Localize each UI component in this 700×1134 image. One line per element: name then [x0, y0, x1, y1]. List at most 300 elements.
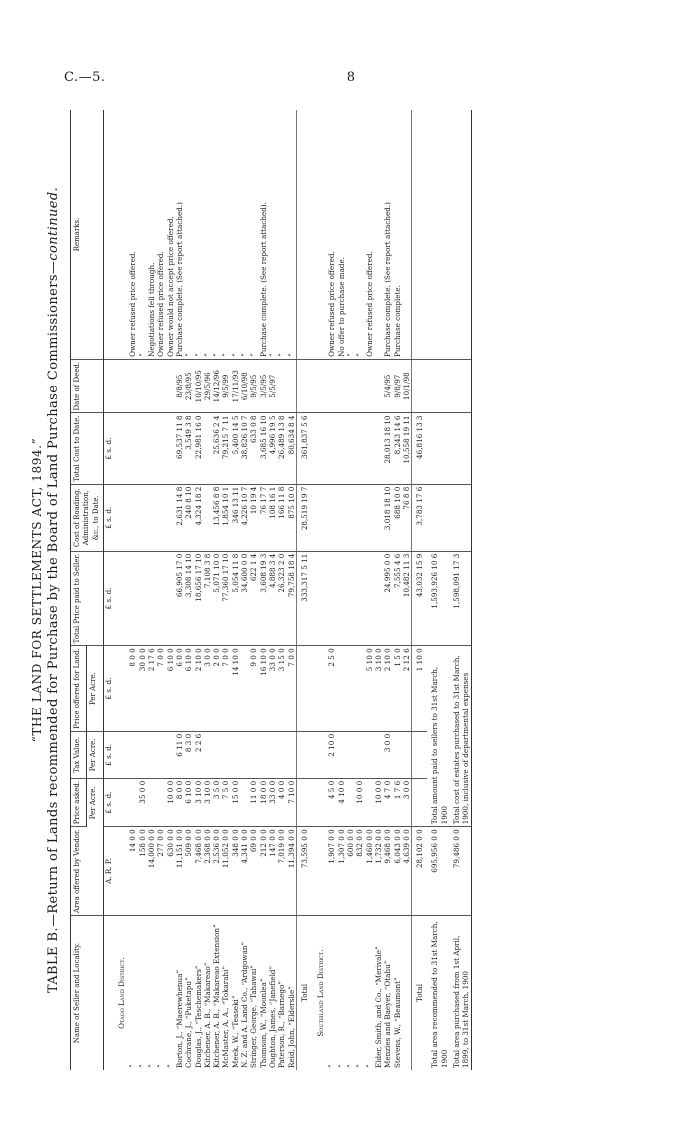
cell-tax — [268, 731, 277, 778]
cell-area: 1,907 0 0 — [327, 827, 336, 916]
cell-name: Stevens, W., “Beaumont” — [392, 977, 402, 1068]
table-row — [221, 110, 230, 1070]
cell-total: 79,758 18 4 — [287, 551, 297, 646]
cell-tax: 2 2 6 — [194, 731, 203, 778]
cell-name: Kitchener, A. B., “Makareao Extension” — [212, 924, 222, 1068]
cell-area: 6,043 0 0 — [393, 827, 402, 916]
cell-date: 6/10/98 — [240, 359, 249, 413]
cell-cost: 76 8 8 — [402, 484, 412, 551]
cell-name: Meek, W., “Teaseki” — [230, 995, 240, 1068]
table-row — [240, 110, 249, 1070]
cell-cost — [327, 484, 336, 551]
cell-tax — [221, 731, 230, 778]
table-row — [383, 110, 392, 1070]
cell-total: 3,608 19 3 — [259, 551, 268, 646]
cell-date: 8/8/95 — [175, 359, 184, 413]
cell-asked: 7 5 0 — [221, 778, 230, 826]
cell-tcost: 38,826 10 7 — [240, 413, 249, 484]
cell-offered: 2 5 0 — [327, 646, 336, 732]
cell-date — [346, 359, 355, 413]
cell-remarks: ” — [346, 110, 355, 359]
cell-offered: 3 0 0 — [203, 646, 212, 732]
header-tax-value: Tax Value. — [71, 731, 87, 778]
summary-cost-label: Total cost of estates purchased to 31st March, 1900, inclusive of departmental expenses — [449, 646, 471, 827]
cell-remarks: ” — [231, 110, 240, 359]
cell-tax: 8 3 0 — [184, 731, 193, 778]
cell-tax — [393, 731, 402, 778]
cell-remarks: ” — [355, 110, 364, 359]
cell-name: Thomson, W., “Moonlea” — [258, 978, 268, 1068]
cell-cost — [156, 484, 165, 551]
cell-name: ” — [336, 1064, 346, 1068]
units-tax: £ s. d. — [103, 731, 113, 778]
cell-asked: 3 5 0 — [212, 778, 221, 826]
header-total-cost: Total Cost to Date. — [71, 413, 104, 484]
cell-cost: 688 10 0 — [393, 484, 402, 551]
cell-name: ” — [128, 1064, 138, 1068]
cell-tax — [212, 731, 221, 778]
cell-remarks: Negotiations fell through. — [147, 110, 156, 359]
cell-date: 10/10/95 — [194, 359, 203, 413]
cell-remarks: Purchase complete. (See report attached.) — [175, 110, 184, 359]
cell-date — [374, 359, 383, 413]
cell-area: 2,368 0 0 — [203, 827, 212, 916]
cell-offered: 30 0 0 — [138, 646, 147, 732]
cell-date: 23/8/95 — [184, 359, 193, 413]
cell-asked: 4 7 0 — [383, 778, 392, 826]
cell-tax — [138, 731, 147, 778]
cell-asked: 10 0 0 — [374, 778, 383, 826]
cell-name: ” — [327, 1064, 337, 1068]
cell-area: 11,394 0 0 — [287, 827, 297, 916]
table-row — [166, 110, 175, 1070]
cell-tcost: 633 0 8 — [249, 413, 258, 484]
cell-tcost — [346, 413, 355, 484]
cell-total: 7,108 3 8 — [203, 551, 212, 646]
table-body — [103, 110, 471, 1070]
summary-amount-value: 1,593,926 10 6 — [427, 551, 449, 646]
cell-total: 77,360 17 10 — [221, 551, 230, 646]
cell-date — [138, 359, 147, 413]
cell-date — [156, 359, 165, 413]
table-row — [138, 110, 147, 1070]
table-row — [374, 110, 383, 1070]
cell-area: 630 0 0 — [166, 827, 175, 916]
cell-tcost — [365, 413, 374, 484]
units-area: A. R. P. — [103, 827, 113, 916]
cell-asked — [346, 778, 355, 826]
rotated-table-page — [30, 110, 660, 1070]
cell-total: 26,323 2 0 — [277, 551, 286, 646]
cell-cost — [128, 484, 137, 551]
table-row — [346, 110, 355, 1070]
cell-name: N. Z. and A. Land Co., “Ardgowan” — [240, 941, 250, 1068]
summary-row-2 — [449, 110, 471, 1070]
cell-offered: 6 10 0 — [184, 646, 193, 732]
cell-tax — [203, 731, 212, 778]
units-offered: £ s. d. — [103, 646, 113, 732]
cell-name: Borton, J., “Maerewhenua” — [174, 969, 184, 1068]
cell-asked: 11 0 0 — [249, 778, 258, 826]
cell-asked: 18 0 0 — [259, 778, 268, 826]
table-row — [249, 110, 258, 1070]
cell-asked: 10 0 0 — [355, 778, 364, 826]
cell-area: 600 0 0 — [346, 827, 355, 916]
cell-remarks: ” — [277, 110, 286, 359]
cell-area: 158 0 0 — [138, 827, 147, 916]
cell-remarks: ” — [287, 110, 297, 359]
cell-cost — [203, 484, 212, 551]
table-row — [156, 110, 165, 1070]
table-row — [393, 110, 402, 1070]
table-row — [175, 110, 184, 1070]
cell-remarks: No offer to purchase made. — [337, 110, 346, 359]
cell-name: ” — [147, 1064, 157, 1068]
cell-cost: 1,854 10 1 — [221, 484, 230, 551]
cell-cost — [346, 484, 355, 551]
cell-offered — [240, 646, 249, 732]
table-title-main: TABLE B.—Return of Lands recommended for Purchase by the Board of Land Purchase Commissioners— — [46, 260, 61, 994]
cell-total: 622 1 4 — [249, 551, 258, 646]
cell-cost: 13,456 8 8 — [212, 484, 221, 551]
cell-tax — [240, 731, 249, 778]
summary-row-1 — [427, 110, 449, 1070]
cell-total: 66,905 17 0 — [175, 551, 184, 646]
cell-offered: 2 10 0 — [383, 646, 392, 732]
table-row — [337, 110, 346, 1070]
cell-remarks: Purchase complete. (See report attached). — [259, 110, 268, 359]
cell-offered: 7 0 0 — [221, 646, 230, 732]
cell-tcost — [355, 413, 364, 484]
cell-asked: 15 0 0 — [231, 778, 240, 826]
cell-date — [327, 359, 336, 413]
table-row — [355, 110, 364, 1070]
cell-tax — [128, 731, 137, 778]
cell-area: 212 0 0 — [259, 827, 268, 916]
cell-tcost: 80,634 8 4 — [287, 413, 297, 484]
cell-total — [374, 551, 383, 646]
cell-offered: 5 10 0 — [365, 646, 374, 732]
cell-name: Cochrane, J., “Puketapu” — [184, 977, 194, 1068]
cell-area: 277 0 0 — [156, 827, 165, 916]
cell-date: 9/8/97 — [393, 359, 402, 413]
summary-area-value: 695,956 0 0 — [427, 827, 449, 916]
table-title-continued: continued. — [46, 186, 61, 261]
cell-remarks: Purchase complete. — [393, 110, 402, 359]
cell-name: ” — [346, 1064, 356, 1068]
cell-offered: 7 0 0 — [287, 646, 297, 732]
cell-tcost: 28,013 18 10 — [383, 413, 392, 484]
cell-asked — [240, 778, 249, 826]
cell-cost — [355, 484, 364, 551]
cell-name: ” — [364, 1064, 374, 1068]
summary-cost-value: 1,598,091 17 3 — [449, 551, 471, 646]
act-title: “THE LAND FOR SETTLEMENTS ACT, 1894.” — [30, 437, 44, 743]
cell-name: ” — [156, 1064, 166, 1068]
cell-offered: 3 15 0 — [277, 646, 286, 732]
cell-total: 10,482 11 3 — [402, 551, 412, 646]
cell-tax — [346, 731, 355, 778]
cell-total: 5,054 11 8 — [231, 551, 240, 646]
cell-area: 1,460 0 0 — [365, 827, 374, 916]
cell-area: 348 0 0 — [231, 827, 240, 916]
cell-name: Oughton, James, “Janefield” — [267, 965, 277, 1068]
units-total: £ s. d. — [103, 551, 113, 646]
table-row — [128, 110, 137, 1070]
total-cost-roading: 28,519 19 7 — [296, 484, 312, 551]
cell-name: Kitchener, A. B., “Makareao” — [202, 962, 212, 1068]
cell-tcost: 4,996 19 5 — [268, 413, 277, 484]
cell-remarks: ” — [249, 110, 258, 359]
cell-offered: 2 10 0 — [194, 646, 203, 732]
cell-date — [128, 359, 137, 413]
cell-date — [337, 359, 346, 413]
cell-remarks: Purchase complete. (See report attached.) — [383, 110, 392, 359]
cell-remarks: Owner refused price offered. — [327, 110, 336, 359]
cell-tcost: 69,537 11 8 — [175, 413, 184, 484]
cell-offered: 2 17 6 — [147, 646, 156, 732]
cell-offered — [337, 646, 346, 732]
cell-cost: 166 11 8 — [277, 484, 286, 551]
cell-offered — [355, 646, 364, 732]
cell-total — [138, 551, 147, 646]
district-name: Southland Land District. — [316, 949, 326, 1037]
cell-tcost: 25,636 2 4 — [212, 413, 221, 484]
cell-area: 4,341 0 0 — [240, 827, 249, 916]
cell-name: Paterson, R., “Barnego” — [277, 980, 287, 1068]
units-tcost: £ s. d. — [103, 413, 113, 484]
cell-tax — [402, 731, 412, 778]
cell-asked: 1 7 6 — [393, 778, 402, 826]
cell-asked: 3 10 0 — [203, 778, 212, 826]
total-label: Total — [296, 916, 312, 1071]
cell-remarks — [402, 110, 412, 359]
cell-cost — [147, 484, 156, 551]
cell-tcost: 26,489 13 8 — [277, 413, 286, 484]
table-row — [184, 110, 193, 1070]
cell-tcost — [374, 413, 383, 484]
cell-cost: 108 16 1 — [268, 484, 277, 551]
cell-total: 5,071 10 0 — [212, 551, 221, 646]
total-label: Total — [412, 916, 428, 1071]
header-tax-per-acre: Per Acre. — [87, 731, 103, 778]
cell-tcost: 10,558 19 11 — [402, 413, 412, 484]
cell-area: 69 0 0 — [249, 827, 258, 916]
cell-asked — [365, 778, 374, 826]
cell-tax — [259, 731, 268, 778]
cell-remarks: ” — [138, 110, 147, 359]
cell-remarks: ” — [212, 110, 221, 359]
table-row — [268, 110, 277, 1070]
cell-date: 9/5/99 — [221, 359, 230, 413]
total-area: 73,595 0 0 — [296, 827, 312, 916]
cell-asked: 35 0 0 — [138, 778, 147, 826]
cell-total: 3,308 14 10 — [184, 551, 193, 646]
cell-cost — [374, 484, 383, 551]
district-name: Otago Land District. — [117, 957, 127, 1029]
cell-cost: 76 17 7 — [259, 484, 268, 551]
cell-name: Reid, John, “Elderslie” — [286, 986, 296, 1068]
cell-tcost — [128, 413, 137, 484]
table-row — [365, 110, 374, 1070]
total-offered: 1 10 0 — [412, 646, 428, 732]
cell-offered: 3 10 0 — [374, 646, 383, 732]
cell-asked: 3 10 0 — [194, 778, 203, 826]
table-row — [203, 110, 212, 1070]
cell-date: 10/1/98 — [402, 359, 412, 413]
units-asked: £ s. d. — [103, 778, 113, 826]
cell-total — [337, 551, 346, 646]
units-cost: £ s. d. — [103, 484, 113, 551]
cell-cost — [138, 484, 147, 551]
cell-date — [287, 359, 297, 413]
cell-remarks: ” — [184, 110, 193, 359]
cell-name: Menzies and Baeyer, “Otahu” — [383, 960, 393, 1068]
cell-area: 9,468 0 0 — [383, 827, 392, 916]
cell-tax: 3 0 0 — [383, 731, 392, 778]
cell-tcost — [166, 413, 175, 484]
cell-cost: 2,631 14 8 — [175, 484, 184, 551]
table-row — [277, 110, 286, 1070]
cell-cost: 4,226 10 7 — [240, 484, 249, 551]
cell-cost: 10 19 4 — [249, 484, 258, 551]
cell-tcost: 8,243 14 6 — [393, 413, 402, 484]
table-row — [194, 110, 203, 1070]
cell-remarks: ” — [221, 110, 230, 359]
cell-cost: 4,324 18 2 — [194, 484, 203, 551]
cell-offered: 7 0 0 — [156, 646, 165, 732]
cell-total: 24,995 0 0 — [383, 551, 392, 646]
cell-remarks: Owner refused price offered. — [156, 110, 165, 359]
header-date-deed: Date of Deed. — [71, 359, 104, 413]
table-row — [327, 110, 336, 1070]
cell-remarks: ” — [240, 110, 249, 359]
cell-total — [355, 551, 364, 646]
cell-tcost: 3,549 3 8 — [184, 413, 193, 484]
cell-remarks: ” — [203, 110, 212, 359]
cell-tcost — [138, 413, 147, 484]
cell-offered: 33 0 0 — [268, 646, 277, 732]
cell-remarks: ” — [268, 110, 277, 359]
cell-tcost: 79,215 7 11 — [221, 413, 230, 484]
cell-tcost — [156, 413, 165, 484]
cell-asked: 4 10 0 — [337, 778, 346, 826]
cell-offered: 2 0 0 — [212, 646, 221, 732]
cell-date: 17/11/93 — [231, 359, 240, 413]
cell-area: 1,307 0 0 — [337, 827, 346, 916]
summary-area-label: Total area recommended to 31st March, 1900 — [430, 921, 449, 1068]
cell-area: 7,019 0 0 — [277, 827, 286, 916]
cell-area: 14 0 0 — [128, 827, 137, 916]
summary-area-1899-label: Total area purchased from 1st April, 1899, to 31st March, 1900 — [449, 916, 471, 1071]
land-purchase-table — [70, 110, 472, 1070]
cell-total: 34,600 0 0 — [240, 551, 249, 646]
cell-area: 11,151 0 0 — [175, 827, 184, 916]
cell-area: 4,639 0 0 — [402, 827, 412, 916]
cell-date: 5/4/95 — [383, 359, 392, 413]
cell-area: 1,732 0 0 — [374, 827, 383, 916]
cell-total: 7,555 4 6 — [393, 551, 402, 646]
cell-total — [156, 551, 165, 646]
cell-cost: 3,018 18 10 — [383, 484, 392, 551]
cell-tcost: 3,685 16 10 — [259, 413, 268, 484]
cell-tax — [249, 731, 258, 778]
cell-name: Douglas, J., “Teschemakers” — [193, 965, 203, 1068]
table-title — [46, 110, 61, 1070]
cell-cost: 875 10 0 — [287, 484, 297, 551]
header-asked-per-acre: Per Acre. — [87, 778, 103, 826]
southland-total-row — [412, 110, 428, 1070]
cell-tcost — [203, 413, 212, 484]
document-reference: C.—5. — [64, 70, 106, 85]
cell-area: 147 0 0 — [268, 827, 277, 916]
table-row — [147, 110, 156, 1070]
cell-tcost: 22,981 16 0 — [194, 413, 203, 484]
district-otago — [113, 110, 128, 1070]
cell-cost — [166, 484, 175, 551]
table-row — [402, 110, 412, 1070]
cell-date: 14/12/96 — [212, 359, 221, 413]
header-cost-roading: Cost of Roading, Administration, &c., to Date. — [71, 484, 104, 551]
cell-tax: 6 11 0 — [175, 731, 184, 778]
cell-total — [128, 551, 137, 646]
cell-asked: 33 0 0 — [268, 778, 277, 826]
cell-total — [346, 551, 355, 646]
header-offered-per-acre: Per Acre. — [87, 646, 103, 732]
total-area: 28,102 0 0 — [412, 827, 428, 916]
cell-name: ” — [165, 1064, 175, 1068]
cell-tcost: 5,400 14 5 — [231, 413, 240, 484]
cell-area: 11,052 0 0 — [221, 827, 230, 916]
cell-tax — [287, 731, 297, 778]
cell-total — [365, 551, 374, 646]
cell-date — [147, 359, 156, 413]
cell-remarks: Owner refused price offered. — [128, 110, 137, 359]
cell-name — [402, 916, 412, 1071]
cell-asked: 7 10 0 — [287, 778, 297, 826]
cell-remarks — [374, 110, 383, 359]
cell-tax — [337, 731, 346, 778]
cell-total — [166, 551, 175, 646]
cell-cost: 346 13 11 — [231, 484, 240, 551]
cell-tcost — [327, 413, 336, 484]
cell-area: 7,468 0 0 — [194, 827, 203, 916]
cell-date: 29/5/96 — [203, 359, 212, 413]
cell-cost — [337, 484, 346, 551]
header-remarks: Remarks. — [71, 110, 104, 359]
cell-total — [327, 551, 336, 646]
cell-tax — [147, 731, 156, 778]
cell-name: Elder, Smith, and Co., “Merivale” — [373, 946, 383, 1068]
cell-asked — [156, 778, 165, 826]
cell-offered — [346, 646, 355, 732]
cell-tax: 2 10 0 — [327, 731, 336, 778]
header-price-offered: Price offered for Land. — [71, 646, 87, 732]
cell-date — [355, 359, 364, 413]
cell-asked: 4 0 0 — [277, 778, 286, 826]
cell-area: 2,536 0 0 — [212, 827, 221, 916]
cell-cost: 240 8 10 — [184, 484, 193, 551]
cell-offered: 2 12 6 — [402, 646, 412, 732]
total-price: 333,317 5 11 — [296, 551, 312, 646]
cell-name: Stringer, George, “Tahawai” — [249, 965, 259, 1068]
cell-asked: 4 5 0 — [327, 778, 336, 826]
summary-area-1899-value: 79,486 0 0 — [449, 827, 471, 916]
cell-date — [277, 359, 286, 413]
header-price-asked: Price asked. — [71, 778, 87, 826]
cell-offered: 1 5 0 — [393, 646, 402, 732]
cell-tcost — [337, 413, 346, 484]
